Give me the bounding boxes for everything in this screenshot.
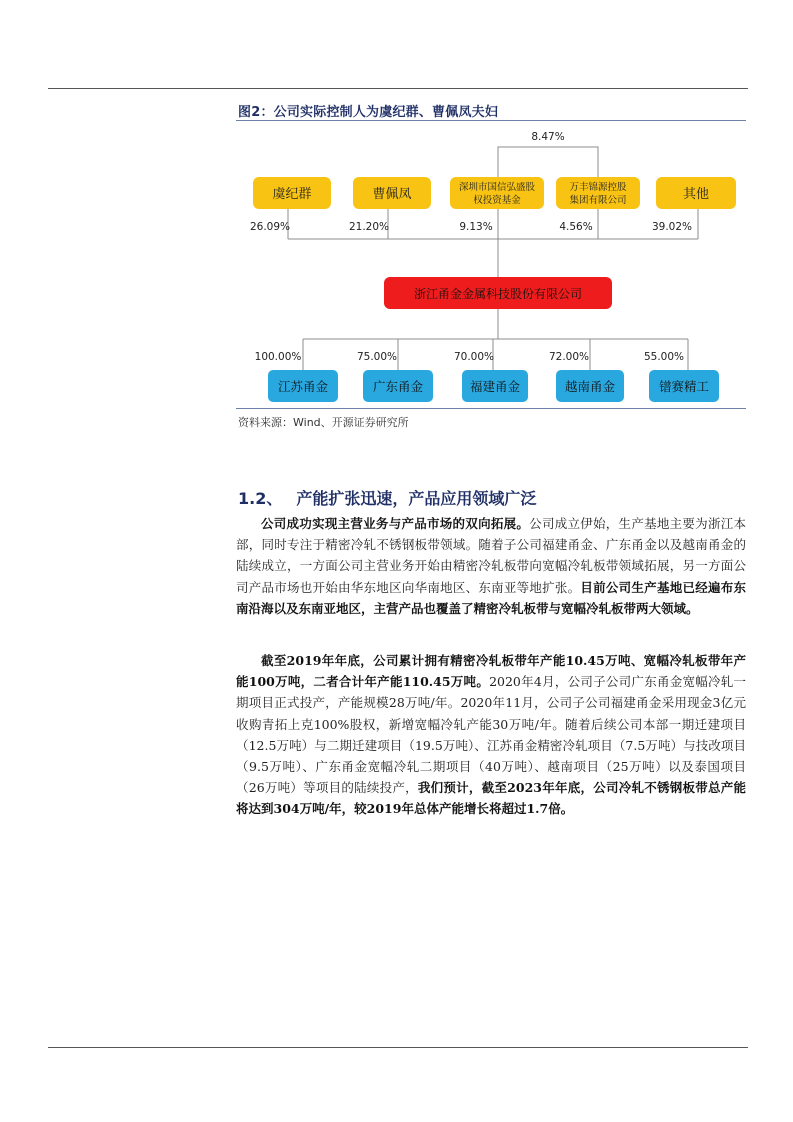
subsidiary-name-4: 越南甬金 [564,379,616,394]
top-link-line [498,147,598,177]
subsidiary-name-3: 福建甬金 [469,379,521,394]
p1-lead: 公司成功实现主营业务与产品市场的双向拓展。 [261,516,530,531]
ownership-chart [236,122,748,408]
shareholder-pct-4: 4.56% [559,221,593,233]
shareholder-pct-3: 9.13% [459,221,493,233]
paragraph-2 [236,650,746,820]
section-heading [238,486,536,509]
shareholder-pct-2: 21.20% [348,221,390,233]
shareholder-name-3-line2: 权投资基金 [473,195,521,206]
p2-body: 2020年4月，公司子公司广东甬金宽幅冷轧一期项目正式投产，产能规模28万吨/年。2020年11月，公司子公司福建甬金采用现金3亿元收购青拓上克100%股权，新增宽幅冷轧产能30万吨/年。随着后续公司本部一期迁建项目（12.5万吨）与二期迁建项目（19.5万吨）、江苏甬金精密冷轧项目（7.5万吨）与技改项目（9.5万吨）、广东甬金宽幅冷轧二期项目（40万吨）、越南项目（25万吨）以及泰国项目（26万吨）等项目的陆续投产， [236,674,747,796]
p2-lead: 截至2019年年底，公司累计拥有精密冷轧板带年产能10.45万吨、宽幅冷轧板带年产能100万吨，二者合计年产能110.45万吨。 [236,653,746,690]
p1-body: 公司成立伊始，生产基地主要为浙江本部，同时专注于精密冷轧不锈钢板带领域。随着子公司福建甬金、广东甬金以及越南甬金的陆续成立，一方面公司主营业务开始由精密冷轧板带向宽幅冷轧板带领域拓展，另一方面公司产品市场也开始由华东地区向华南地区、东南亚等地扩张。 [236,516,746,595]
shareholder-name-4-line1: 万丰锦源控股 [569,182,627,193]
company-name: 浙江甬金金属科技股份有限公司 [413,287,583,301]
shareholder-name-4-line2: 集团有限公司 [569,195,627,206]
shareholder-name-3-line1: 深圳市国信弘盛股 [458,182,536,193]
shareholder-pct-1: 26.09% [249,221,291,233]
subsidiary-name-2: 广东甬金 [372,379,424,394]
subsidiary-pct-3: 70.00% [453,351,495,363]
p2-conclusion: 我们预计，截至2023年年底，公司冷轧不锈钢板带总产能将达到304万吨/年，较2019年总体产能增长将超过1.7倍。 [236,780,746,817]
section-number: 1.2、 [238,489,283,508]
header-rule [48,88,748,89]
figure-source: 资料来源：Wind、开源证券研究所 [238,416,409,429]
figure-title-rule [236,120,746,121]
subsidiary-pct-4: 72.00% [548,351,590,363]
subsidiary-pct-1: 100.00% [254,351,302,363]
subsidiary-pct-5: 55.00% [643,351,685,363]
top-link-pct: 8.47% [531,131,565,143]
p1-conclusion: 目前公司生产基地已经遍布东南沿海以及东南亚地区，主营产品也覆盖了精密冷轧板带与宽幅冷轧板带两大领域。 [236,579,746,616]
paragraph-1 [236,513,746,619]
figure-bottom-rule [236,408,746,409]
shareholder-name-2: 曹佩凤 [372,187,412,202]
footer-rule [48,1047,748,1048]
shareholder-name-5: 其他 [682,187,710,202]
figure-title: 图2：公司实际控制人为虞纪群、曹佩凤夫妇 [238,105,499,120]
shareholder-pct-5: 39.02% [651,221,693,233]
subsidiary-name-1: 江苏甬金 [277,379,329,394]
subsidiary-pct-2: 75.00% [356,351,398,363]
subsidiary-name-5: 镨赛精工 [658,379,710,394]
section-title: 产能扩张迅速，产品应用领域广泛 [296,489,537,508]
shareholder-name-1: 虞纪群 [272,187,312,202]
